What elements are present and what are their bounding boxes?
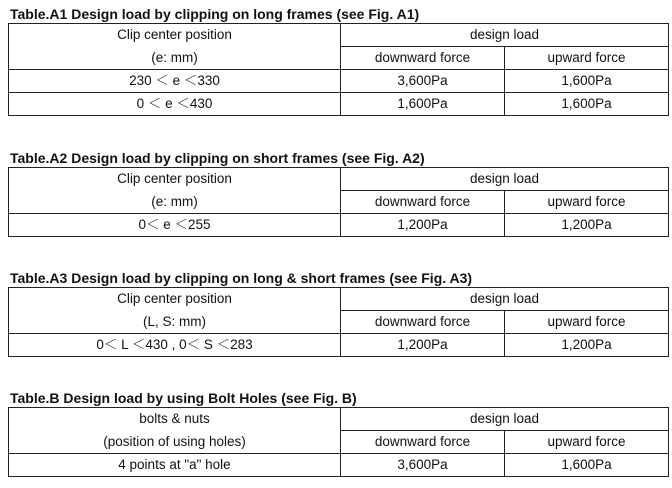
upward-force-header: upward force <box>505 311 669 334</box>
table-b <box>8 407 669 477</box>
downward-force-header: downward force <box>341 431 505 454</box>
downward-force-cell: 1,200Pa <box>341 334 505 357</box>
position-unit-header: (e: mm) <box>9 191 341 214</box>
position-header: Clip center position <box>9 168 341 191</box>
bolts-header: bolts & nuts <box>9 408 341 431</box>
table-a1-title: Table.A1 Design load by clipping on long frames (see Fig. A1) <box>10 6 420 22</box>
upward-force-cell: 1,200Pa <box>505 334 669 357</box>
position-cell: 0＜ e ＜255 <box>9 214 341 237</box>
downward-force-header: downward force <box>341 191 505 214</box>
position-cell: 4 points at "a" hole <box>9 454 341 477</box>
table-a1-block <box>8 6 668 116</box>
table-b-block <box>8 390 668 477</box>
position-cell: 0＜ L ＜430 , 0＜ S ＜283 <box>9 334 341 357</box>
table-header-row <box>9 168 669 191</box>
upward-force-cell: 1,600Pa <box>505 93 669 116</box>
table-subheader-row <box>9 311 669 334</box>
position-unit-header: (L, S: mm) <box>9 311 341 334</box>
position-cell: 230 ＜ e ＜330 <box>9 70 341 93</box>
downward-force-cell: 3,600Pa <box>341 70 505 93</box>
table-a3 <box>8 287 669 357</box>
downward-force-cell: 3,600Pa <box>341 454 505 477</box>
downward-force-cell: 1,600Pa <box>341 93 505 116</box>
table-a2-title: Table.A2 Design load by clipping on short frames (see Fig. A2) <box>10 150 425 166</box>
table-a3-block <box>8 270 668 357</box>
upward-force-header: upward force <box>505 191 669 214</box>
table-header-row <box>9 408 669 431</box>
upward-force-cell: 1,600Pa <box>505 70 669 93</box>
table-row <box>9 70 669 93</box>
downward-force-header: downward force <box>341 311 505 334</box>
design-load-header: design load <box>341 288 669 311</box>
position-header: Clip center position <box>9 288 341 311</box>
table-row <box>9 93 669 116</box>
downward-force-cell: 1,200Pa <box>341 214 505 237</box>
holes-position-header: (position of using holes) <box>9 431 341 454</box>
table-a3-title: Table.A3 Design load by clipping on long & short frames (see Fig. A3) <box>10 270 473 286</box>
table-a1 <box>8 23 669 116</box>
table-row <box>9 334 669 357</box>
upward-force-cell: 1,200Pa <box>505 214 669 237</box>
table-subheader-row <box>9 47 669 70</box>
position-header: Clip center position <box>9 24 341 47</box>
table-b-title: Table.B Design load by using Bolt Holes (see Fig. B) <box>10 390 357 406</box>
table-header-row <box>9 288 669 311</box>
table-a2 <box>8 167 669 237</box>
table-header-row <box>9 24 669 47</box>
table-subheader-row <box>9 191 669 214</box>
table-row <box>9 454 669 477</box>
table-subheader-row <box>9 431 669 454</box>
design-load-header: design load <box>341 408 669 431</box>
table-row <box>9 214 669 237</box>
downward-force-header: downward force <box>341 47 505 70</box>
design-load-header: design load <box>341 24 669 47</box>
upward-force-header: upward force <box>505 431 669 454</box>
upward-force-cell: 1,600Pa <box>505 454 669 477</box>
design-load-header: design load <box>341 168 669 191</box>
upward-force-header: upward force <box>505 47 669 70</box>
table-a2-block <box>8 150 668 237</box>
position-cell: 0 ＜ e ＜430 <box>9 93 341 116</box>
position-unit-header: (e: mm) <box>9 47 341 70</box>
